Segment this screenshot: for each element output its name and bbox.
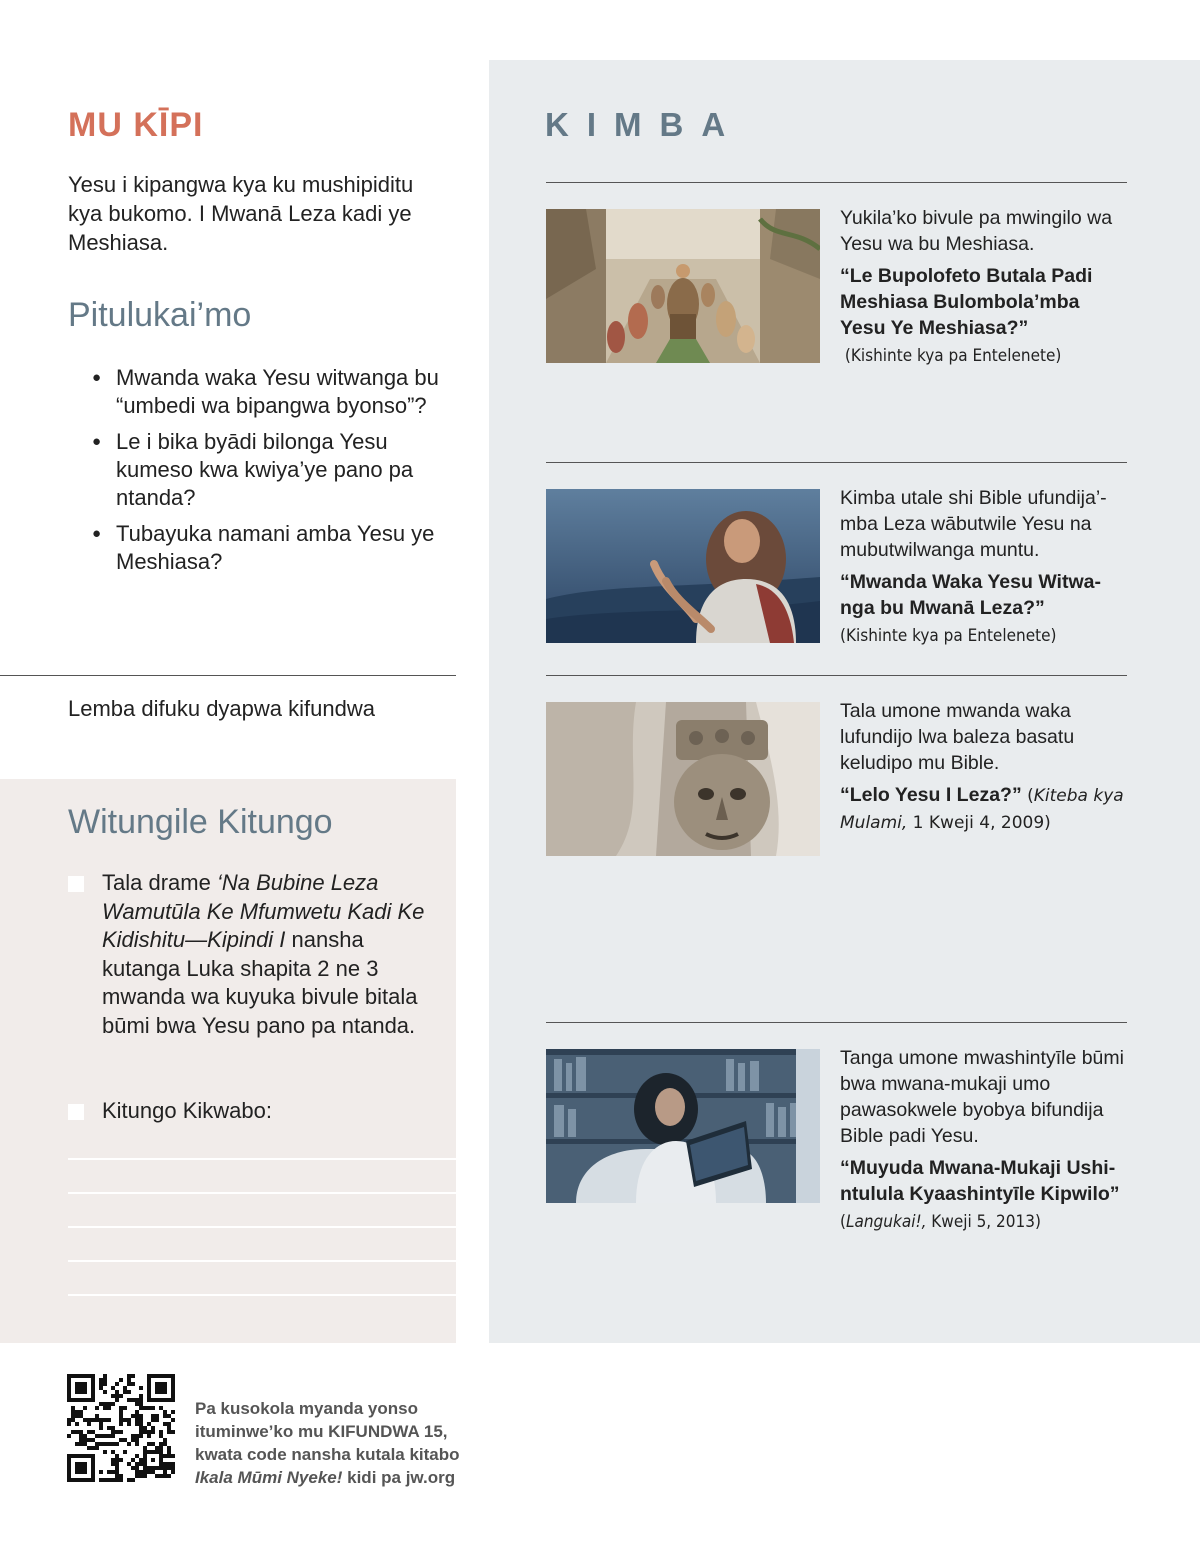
card-link-title[interactable]: “Muyuda Mwana-Mukaji Ushi-ntulula Kyaashintyīle Kipwilo” bbox=[840, 1157, 1120, 1205]
triumphal-entry-illustration-icon[interactable] bbox=[546, 209, 820, 363]
review-question: ● Le i bika byādi bilonga Yesu kumeso kwa kwiya’ye pano pa ntanda? bbox=[92, 428, 452, 512]
goal-item-text: Kitungo Kikwabo: bbox=[102, 1098, 272, 1123]
divider bbox=[0, 675, 456, 676]
card-link-title[interactable]: “Le Bupolofeto Butala Padi Meshiasa Bulombola’mba Yesu Ye Meshiasa?” bbox=[840, 265, 1093, 339]
jesus-praying-illustration-icon[interactable] bbox=[546, 489, 820, 643]
card-description: Tala umone mwanda waka lufundijo lwa baleza basatu keludipo mu Bible. bbox=[840, 700, 1075, 774]
date-label: Lemba difuku dyapwa kifundwa bbox=[68, 696, 375, 721]
divider bbox=[546, 675, 1127, 676]
review-question: ● Mwanda waka Yesu witwanga bu “umbedi wa bipangwa byonso”? bbox=[92, 364, 452, 420]
card-link-title[interactable]: “Mwanda Waka Yesu Witwa-nga bu Mwanā Leza?” bbox=[840, 571, 1101, 619]
write-line[interactable] bbox=[68, 1192, 456, 1194]
book-title: Ikala Mūmi Nyeke! bbox=[195, 1468, 343, 1487]
card-source: (Kishinte kya pa Entelenete) bbox=[844, 346, 1062, 366]
write-line[interactable] bbox=[68, 1260, 456, 1262]
woman-reading-book-icon[interactable] bbox=[546, 1049, 820, 1203]
goal-checkbox[interactable] bbox=[68, 876, 84, 892]
kimba-title: KIMBA bbox=[545, 106, 744, 143]
write-line[interactable] bbox=[68, 1158, 456, 1160]
write-line[interactable] bbox=[68, 1294, 456, 1296]
card-source: (Kishinte kya pa Entelenete) bbox=[840, 626, 1057, 646]
goal-item-other bbox=[68, 1097, 438, 1126]
goal-heading: Witungile Kitungo bbox=[68, 803, 333, 841]
resource-card bbox=[840, 205, 1130, 369]
resource-card bbox=[840, 1045, 1130, 1235]
qr-code-icon[interactable] bbox=[67, 1374, 175, 1482]
lesson-intro: Yesu i kipangwa kya ku mushipiditu kya bukomo. I Mwanā Leza kadi ye Meshiasa. bbox=[68, 172, 414, 255]
three-faced-stone-head-icon[interactable] bbox=[546, 702, 820, 856]
card-source: (Langukai!, Kweji 5, 2013) bbox=[840, 1212, 1041, 1232]
resource-card bbox=[840, 485, 1130, 649]
card-description: Tanga umone mwashintyīle būmi bwa mwana-mukaji umo pawasokwele byobya bifundija Bible padi Yesu. bbox=[840, 1047, 1124, 1147]
goal-item-drama bbox=[68, 869, 438, 1040]
footer-note: Pa kusokola myanda yonso ituminwe’ko mu KIFUNDWA 15, kwata code nansha kutala kitabo Ikala Mūmi Nyeke! kidi pa jw.org bbox=[195, 1399, 460, 1487]
divider bbox=[546, 462, 1127, 463]
resource-card bbox=[840, 698, 1130, 836]
write-line[interactable] bbox=[68, 1226, 456, 1228]
review-questions bbox=[92, 364, 452, 584]
card-description: Kimba utale shi Bible ufundija’-mba Leza wābutwile Yesu na mubutwilwanga muntu. bbox=[840, 487, 1107, 561]
goal-checkbox[interactable] bbox=[68, 1104, 84, 1120]
review-question: ● Tubayuka namani amba Yesu ye Meshiasa? bbox=[92, 520, 452, 576]
review-heading: Pitulukai’mo bbox=[68, 296, 252, 334]
divider bbox=[546, 182, 1127, 183]
goal-panel bbox=[0, 779, 456, 1343]
goal-item-text: Tala drame ‘Na Bubine Leza Wamutūla Ke Mfumwetu Kadi Ke Kidishitu—Kipindi I nansha kutanga Luka shapita 2 ne 3 mwanda wa kuyuka bivule bitala būmi bwa Yesu pano pa ntanda. bbox=[102, 870, 425, 1038]
card-description: Yukila’ko bivule pa mwingilo wa Yesu wa bu Meshiasa. bbox=[840, 207, 1113, 255]
card-source: “Lelo Yesu I Leza?” (Kiteba kya Mulami, 1 Kweji 4, 2009) bbox=[840, 784, 1124, 833]
drama-title: ‘Na Bubine Leza Wamutūla Ke Mfumwetu Kadi Ke Kidishitu—Kipindi I bbox=[102, 870, 425, 952]
card-link-title[interactable]: “Lelo Yesu I Leza?” bbox=[840, 784, 1022, 806]
lesson-title: MU KĪPI bbox=[68, 106, 204, 144]
divider bbox=[546, 1022, 1127, 1023]
